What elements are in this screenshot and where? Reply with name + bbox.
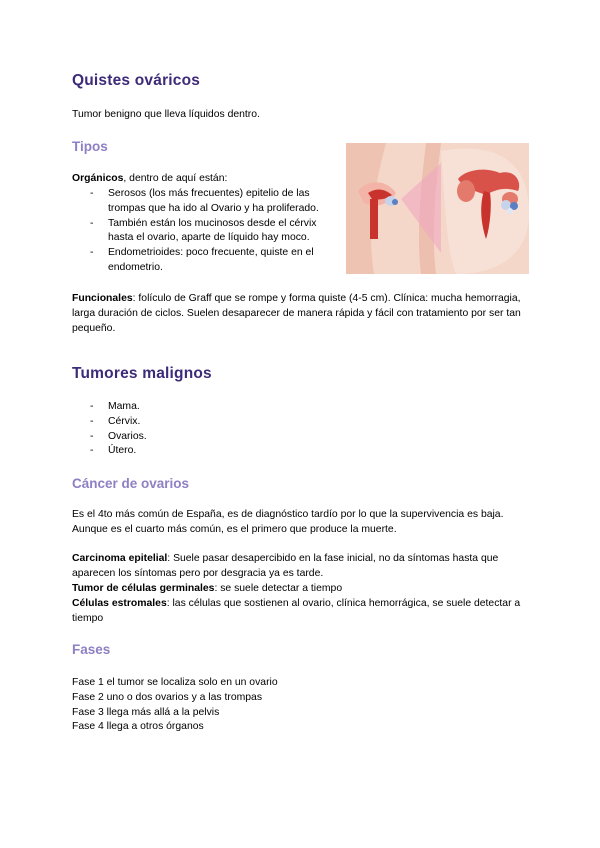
germinales-paragraph [72,582,532,597]
list-item: - Cérvix. [90,415,290,430]
list-item: - Serosos (los más frecuentes) epitelio de las trompas que ha ido al Ovario y ha proliferado. [90,187,340,217]
organicos-term: Orgánicos [72,173,124,184]
list-item: Fase 2 uno o dos ovarios y a las trompas [72,691,263,703]
list-item: Fase 3 llega más allá a la pelvis [72,706,220,718]
list-item: - Ovarios. [90,430,290,445]
intro-text: Tumor benigno que lleva líquidos dentro. [72,109,260,120]
cancer-intro: Es el 4to más común de España, es de diagnóstico tardío por lo que la supervivencia es baja. Aunque es el cuarto más común, es el primero que produce la muerte. [72,509,504,535]
list-item: - Endometrioides: poco frecuente, quiste en el endometrio. [90,246,340,276]
carcinoma-epitelial-paragraph [72,552,532,582]
ovarian-cyst-illustration [346,143,529,274]
tumores-list [90,400,290,459]
list-item: - Mama. [90,400,290,415]
organicos-paragraph [72,172,332,187]
funcionales-rest: : folículo de Graff que se rompe y forma quiste (4-5 cm). Clínica: mucha hemorragia, larga duración de ciclos. Suelen desaparecer de manera rápida y fácil con tratamiento por ser tan pequeño. [72,293,521,334]
list-item: Fase 1 el tumor se localiza solo en un ovario [72,677,278,688]
organicos-rest: , dentro de aquí están: [123,173,228,184]
section-heading-tumores: Tumores malignos [72,365,212,382]
epitelial-rest: : Suele pasar desapercibido en la fase inicial, no da síntomas hasta que aparecen los síntomas pero por desgracia ya es tarde. [72,553,499,579]
estromales-rest: : las células que sostienen al ovario, clínica hemorrágica, se suele detectar a tiempo [72,598,521,624]
germinales-term: Tumor de células germinales [72,583,215,594]
list-item: - Útero. [90,444,290,459]
funcionales-term: Funcionales [72,293,133,304]
epitelial-term: Carcinoma epitelial [72,553,168,564]
list-item: - También están los mucinosos desde el cérvix hasta el ovario, aparte de líquido hay moco. [90,217,340,247]
estromales-paragraph [72,597,532,627]
list-item: Fase 4 llega a otros órganos [72,721,204,733]
fases-list [72,676,532,735]
estromales-term: Células estromales [72,598,167,609]
page-title: Quistes ováricos [72,72,201,89]
funcionales-paragraph [72,292,532,336]
section-heading-fases: Fases [72,642,111,657]
organicos-list [90,187,340,276]
section-heading-tipos: Tipos [72,139,108,154]
germinales-rest: : se suele detectar a tiempo [214,583,343,594]
section-heading-cancer: Cáncer de ovarios [72,476,190,491]
